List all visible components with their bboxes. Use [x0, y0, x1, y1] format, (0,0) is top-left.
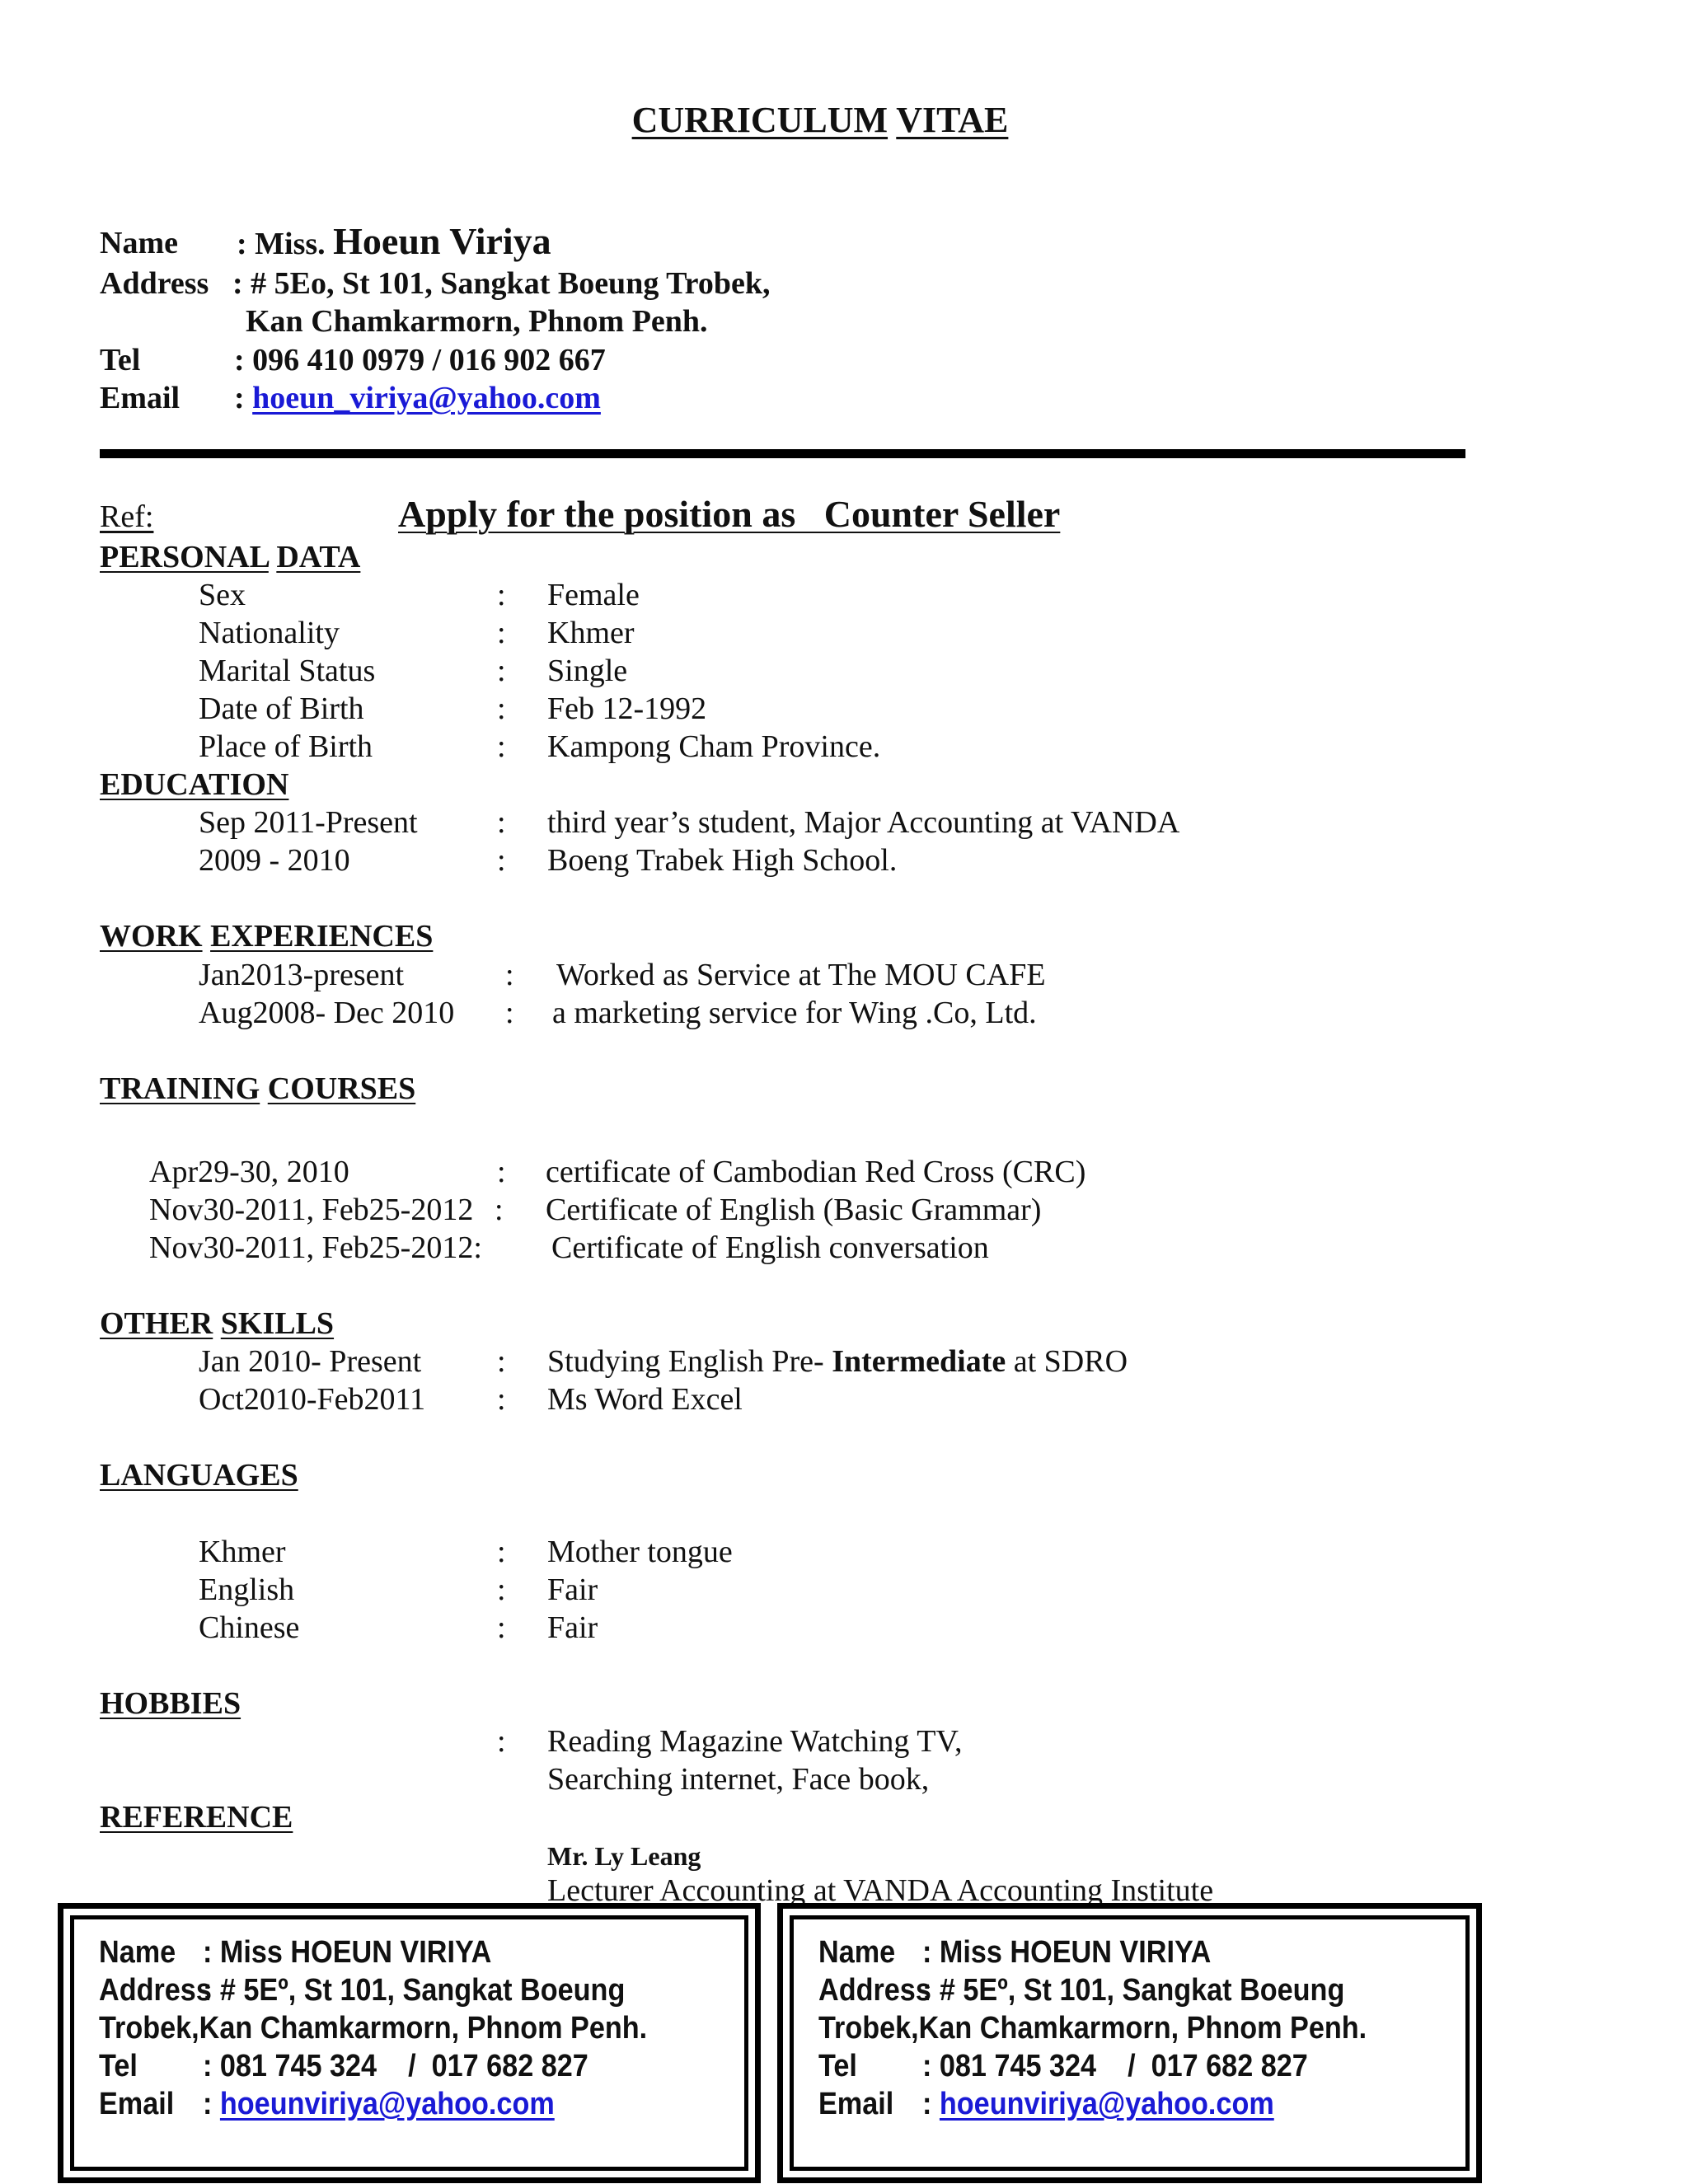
card-name-value: : Miss HOEUN VIRIYA [922, 1935, 1212, 1970]
card-name-row [818, 1933, 1367, 1971]
card-email-colon: : [203, 2087, 220, 2121]
colon: : [497, 1724, 506, 1759]
card-name-label: Name [99, 1935, 176, 1970]
colon: : [495, 1193, 504, 1227]
hobbies-line1: Reading Magazine Watching TV, [547, 1724, 963, 1759]
section-education-label: EDUCATION [100, 767, 289, 802]
section-languages-label: LANGUAGES [100, 1458, 298, 1493]
title-word-vitae: VITAE [896, 100, 1009, 140]
label-sex: Sex [199, 578, 246, 612]
work-detail: a marketing service for Wing .Co, Ltd. [552, 996, 1037, 1030]
skill-detail-pre: Studying English Pre- [547, 1344, 832, 1379]
training-date: Apr29-30, 2010 [149, 1155, 349, 1189]
value-nationality: Khmer [547, 616, 635, 650]
email-link[interactable]: hoeun_viriya@yahoo.com [252, 381, 601, 415]
training-detail: Certificate of English (Basic Grammar) [546, 1193, 1042, 1227]
card-email-link[interactable]: hoeunviriya@yahoo.com [219, 2087, 555, 2121]
section-hobbies-label: HOBBIES [100, 1686, 241, 1721]
training-detail: Certificate of English conversation [551, 1230, 989, 1265]
header-divider [100, 449, 1465, 458]
colon: : [497, 843, 506, 878]
title-word-curriculum: CURRICULUM [631, 100, 889, 140]
value-place-of-birth: Kampong Cham Province. [547, 729, 881, 764]
section-reference-label: REFERENCE [100, 1800, 293, 1835]
reference-name: Mr. Ly Leang [547, 1841, 701, 1871]
name-label: Name [100, 226, 178, 260]
skill-detail: Ms Word Excel [547, 1382, 743, 1417]
position-heading: Apply for the position as Counter Seller [398, 493, 1061, 535]
section-skills-word2: SKILLS [220, 1306, 335, 1341]
colon: : [497, 654, 506, 688]
card-tel-value: : 081 745 324 / 017 682 827 [203, 2049, 588, 2083]
card-name-row [99, 1933, 647, 1971]
card-tel-label: Tel [99, 2049, 138, 2083]
section-skills-word1: OTHER [100, 1306, 213, 1341]
colon: : [497, 1572, 506, 1607]
email-line [234, 379, 601, 417]
skill-detail-bold: Intermediate [832, 1344, 1006, 1379]
value-marital-status: Single [547, 654, 628, 688]
card-address-line1: : # 5Eº, St 101, Sangkat Boeung [203, 1973, 626, 2008]
section-work-word1: WORK [100, 919, 203, 954]
hobbies-line2: Searching internet, Face book, [547, 1762, 930, 1797]
card-name-label: Name [818, 1935, 896, 1970]
skill-detail [547, 1343, 1128, 1380]
section-training-word1: TRAINING [100, 1071, 260, 1106]
language-level: Fair [547, 1610, 598, 1645]
colon: : [497, 805, 506, 840]
label-date-of-birth: Date of Birth [199, 691, 364, 726]
training-date: Nov30-2011, Feb25-2012: [149, 1230, 482, 1265]
value-date-of-birth: Feb 12-1992 [547, 691, 707, 726]
colon: : [497, 1382, 506, 1417]
business-card-left [58, 1903, 761, 2183]
card-email-label: Email [99, 2087, 175, 2121]
email-label: Email [100, 381, 181, 415]
colon: : [497, 1155, 506, 1189]
label-place-of-birth: Place of Birth [199, 729, 373, 764]
card-email-row [99, 2085, 647, 2123]
name-value: Hoeun Viriya [333, 220, 551, 262]
label-nationality: Nationality [199, 616, 340, 650]
value-sex: Female [547, 578, 640, 612]
colon: : [497, 578, 506, 612]
card-address-line1: : # 5Eº, St 101, Sangkat Boeung [922, 1973, 1345, 2008]
ref-label: Ref: [100, 499, 154, 534]
section-work-word2: EXPERIENCES [210, 919, 434, 954]
address-label: Address [100, 266, 209, 301]
name-line [237, 220, 551, 263]
education-detail: Boeng Trabek High School. [547, 843, 898, 878]
training-date: Nov30-2011, Feb25-2012 [149, 1193, 474, 1227]
skill-date: Jan 2010- Present [199, 1344, 422, 1379]
section-personal-word1: PERSONAL [100, 540, 269, 574]
label-marital-status: Marital Status [199, 654, 376, 688]
work-date: Jan2013-present [199, 958, 405, 992]
work-date: Aug2008- Dec 2010 [199, 996, 455, 1030]
business-card-right [777, 1903, 1482, 2183]
card-tel-label: Tel [818, 2049, 857, 2083]
section-personal-data [100, 538, 360, 576]
card-name-value: : Miss HOEUN VIRIYA [203, 1935, 492, 1970]
card-email-link[interactable]: hoeunviriya@yahoo.com [939, 2087, 1274, 2121]
section-hobbies [100, 1685, 241, 1722]
education-date: 2009 - 2010 [199, 843, 350, 878]
colon: : [505, 996, 514, 1030]
colon: : [497, 729, 506, 764]
tel-label: Tel [100, 343, 141, 377]
colon: : [497, 1344, 506, 1379]
email-colon: : [234, 381, 245, 415]
reference-role: Lecturer Accounting at VANDA Accounting Institute [547, 1873, 1214, 1908]
colon: : [497, 1535, 506, 1569]
language-name: Chinese [199, 1610, 300, 1645]
page-title [0, 99, 1640, 141]
skill-detail-post: at SDRO [1006, 1344, 1128, 1379]
section-training-courses [100, 1070, 415, 1108]
card-tel-row [818, 2047, 1367, 2085]
card-address-row [818, 1971, 1367, 2009]
language-level: Mother tongue [547, 1535, 733, 1569]
address-line1: : # 5Eo, St 101, Sangkat Boeung Trobek, [232, 266, 771, 301]
section-education [100, 766, 288, 804]
section-personal-word2: DATA [276, 540, 361, 574]
section-reference [100, 1798, 293, 1836]
card-tel-row [99, 2047, 647, 2085]
training-detail: certificate of Cambodian Red Cross (CRC) [546, 1155, 1086, 1189]
address-line2: Kan Chamkarmorn, Phnom Penh. [246, 304, 708, 339]
section-training-word2: COURSES [267, 1071, 416, 1106]
colon: : [497, 616, 506, 650]
education-detail: third year’s student, Major Accounting at VANDA [547, 805, 1180, 840]
card-content [99, 1933, 647, 2123]
section-other-skills [100, 1305, 334, 1343]
card-address-line2: Trobek,Kan Chamkarmorn, Phnom Penh. [818, 2011, 1367, 2046]
section-work-experiences [100, 917, 433, 955]
card-email-label: Email [818, 2087, 894, 2121]
language-name: English [199, 1572, 295, 1607]
tel-value: : 096 410 0979 / 016 902 667 [234, 343, 606, 377]
colon: : [497, 691, 506, 726]
card-address-line2: Trobek,Kan Chamkarmorn, Phnom Penh. [99, 2011, 648, 2046]
colon: : [497, 1610, 506, 1645]
language-level: Fair [547, 1572, 598, 1607]
card-content [818, 1933, 1367, 2123]
card-tel-value: : 081 745 324 / 017 682 827 [922, 2049, 1308, 2083]
language-name: Khmer [199, 1535, 286, 1569]
colon: : [505, 958, 514, 992]
name-prefix: : Miss. [237, 227, 326, 261]
work-detail: Worked as Service at The MOU CAFE [556, 958, 1046, 992]
card-address-label: Address [818, 1973, 931, 2008]
skill-date: Oct2010-Feb2011 [199, 1382, 426, 1417]
section-languages [100, 1456, 298, 1494]
education-date: Sep 2011-Present [199, 805, 418, 840]
card-address-row [99, 1971, 647, 2009]
card-address-label: Address [99, 1973, 212, 2008]
card-email-colon: : [922, 2087, 940, 2121]
card-email-row [818, 2085, 1367, 2123]
